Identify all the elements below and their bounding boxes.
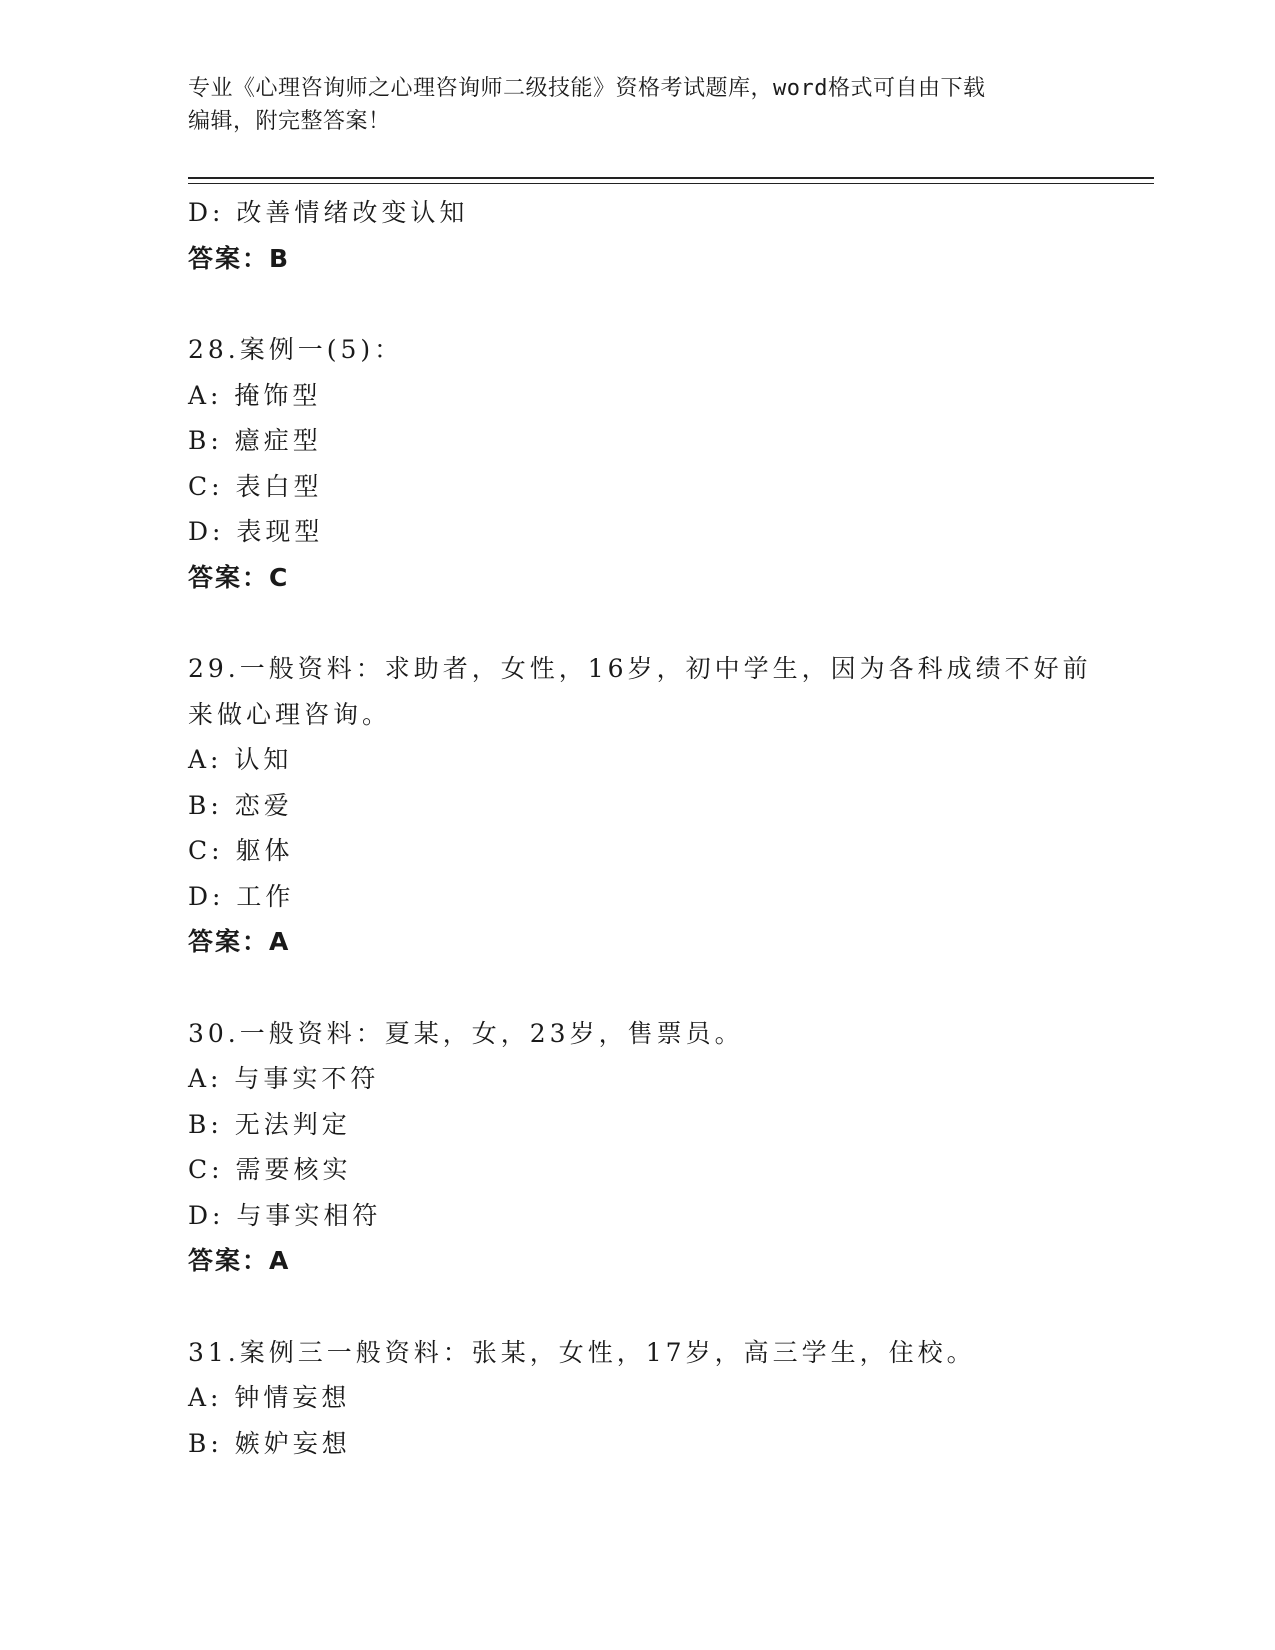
option-b: B: 无法判定 <box>188 1109 351 1139</box>
question-27 <box>188 190 1154 281</box>
option-c: C: 表白型 <box>188 471 323 501</box>
question-spacer <box>188 281 1154 327</box>
option-d: D: 工作 <box>188 881 295 911</box>
option-a: A: 钟情妄想 <box>188 1383 351 1412</box>
question-28 <box>188 327 1154 600</box>
question-spacer <box>188 600 1154 646</box>
option-d: D: 与事实相符 <box>188 1200 382 1230</box>
question-stem: 28.案例一(5)： <box>188 335 404 364</box>
page-header <box>188 72 1068 138</box>
question-30 <box>188 1011 1154 1284</box>
option-d: D: 表现型 <box>188 517 324 546</box>
option-a: A: 认知 <box>188 745 293 774</box>
option-b: B: 恋爱 <box>188 790 293 820</box>
question-stem: 31.案例三一般资料：张某，女性，17岁，高三学生，住校。 <box>188 1337 976 1367</box>
question-spacer <box>188 1284 1154 1330</box>
header-line-1: 专业《心理咨询师之心理咨询师二级技能》资格考试题库，word格式可自由下载 <box>188 76 986 101</box>
option-c: C: 躯体 <box>188 836 294 865</box>
option-c: C: 需要核实 <box>188 1155 352 1184</box>
question-29 <box>188 646 1154 965</box>
question-stem-line-1: 29.一般资料：求助者，女性，16岁，初中学生，因为各科成绩不好前 <box>188 654 1092 683</box>
header-rule-thin <box>188 183 1154 184</box>
question-31 <box>188 1330 1154 1467</box>
question-stem-line-2: 来做心理咨询。 <box>188 699 392 729</box>
question-spacer <box>188 965 1154 1011</box>
option-b: B: 癔症型 <box>188 426 322 455</box>
option-a: A: 与事实不符 <box>188 1064 380 1093</box>
header-line-2: 编辑，附完整答案！ <box>188 109 391 134</box>
answer-line: 答案：A <box>188 927 291 956</box>
answer-line: 答案：A <box>188 1246 291 1275</box>
answer-line: 答案：C <box>188 562 290 592</box>
header-rule-thick <box>188 177 1154 179</box>
option-a: A: 掩饰型 <box>188 380 322 410</box>
question-list <box>188 190 1154 1466</box>
question-stem: 30.一般资料：夏某，女，23岁，售票员。 <box>188 1018 744 1048</box>
option-b: B: 嫉妒妄想 <box>188 1428 351 1458</box>
option-d: D: 改善情绪改变认知 <box>188 198 469 227</box>
answer-line: 答案：B <box>188 243 291 273</box>
